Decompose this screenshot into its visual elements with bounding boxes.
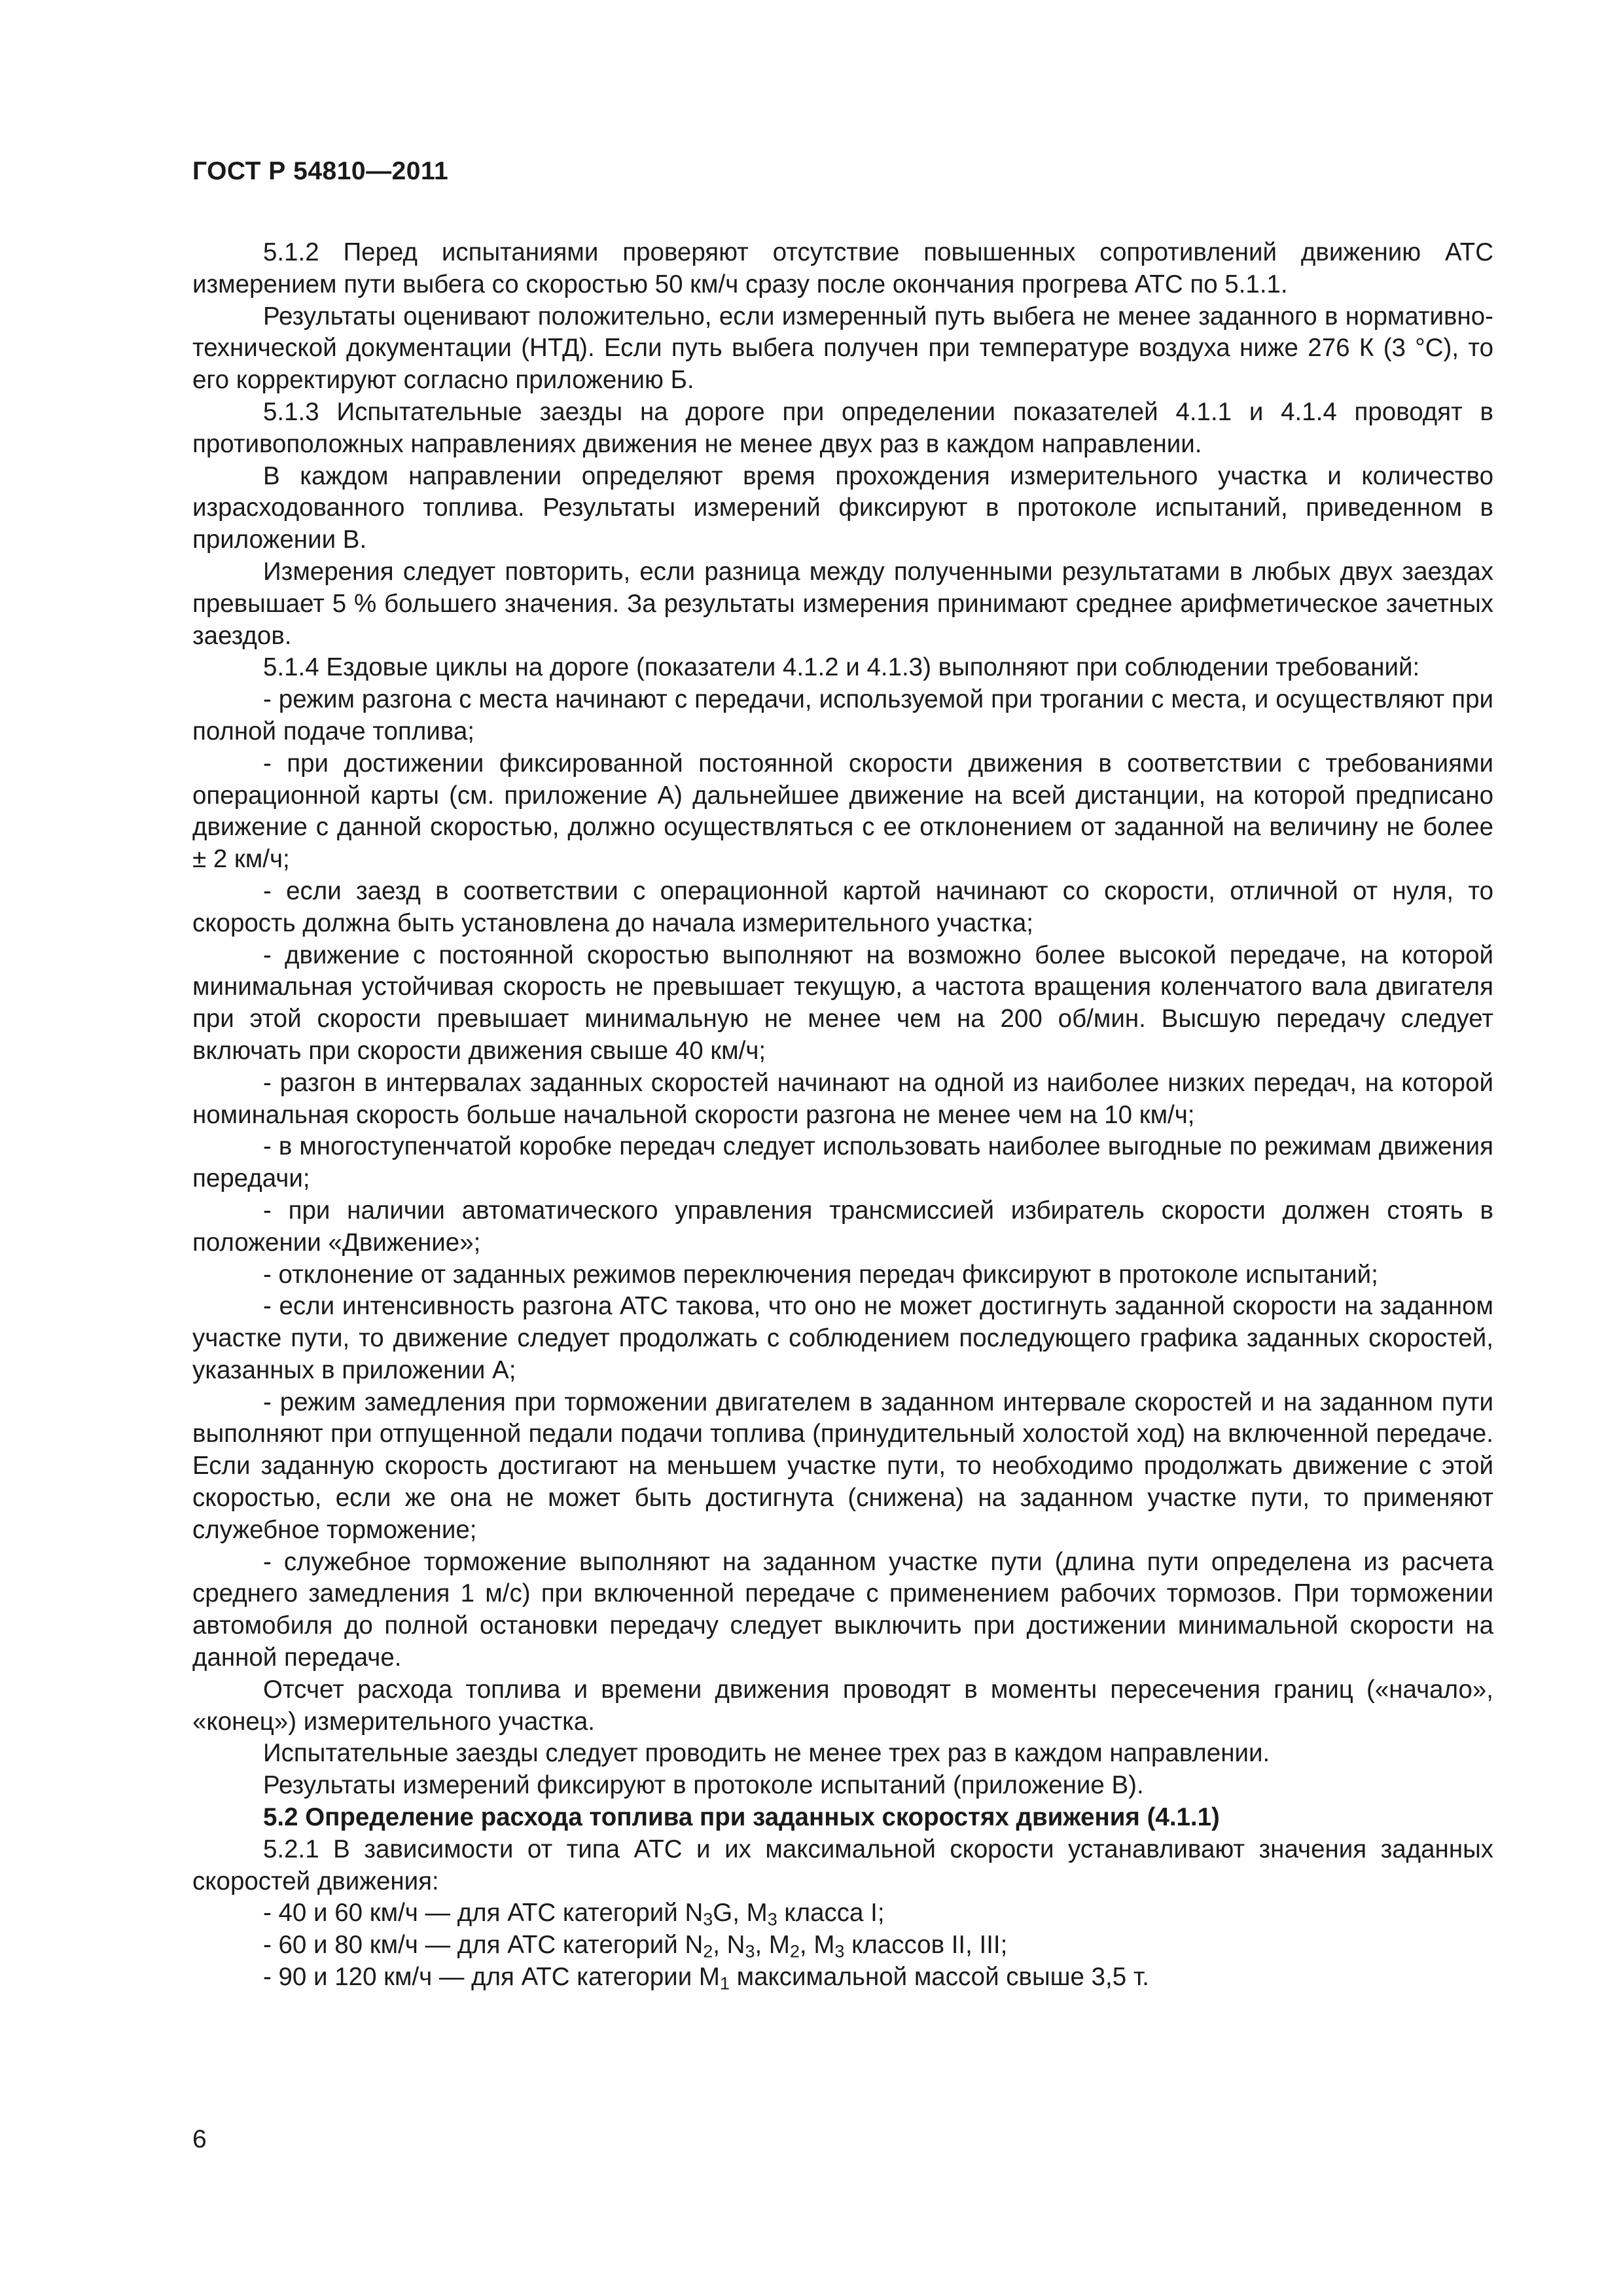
list-item-speeds-90-120: - 90 и 120 км/ч — для АТС категории $M_1$ максимальной массой свыше 3,5 т. (263, 1963, 1149, 1994)
paragraph-fuel-time-reading: Отсчет расхода топлива и времени движения проводят в моменты пересечения границ («начало», «конец») измерительного участка. (192, 1675, 1493, 1736)
list-item-shift-deviation: - отклонение от заданных режимов переключения передач фиксируют в протоколе испытаний; (263, 1260, 1378, 1289)
list-item-service-braking: - служебное торможение выполняют на заданном участке пути (длина пути определена из расчета среднего замедления 1 м/с) при включенной передаче с применением рабочих тормозов. При торможении автомобиля до полной остановки передачу следует выключить при достижении минимальной скорости на данной передаче. (192, 1547, 1493, 1672)
list-item-engine-braking: - режим замедления при торможении двигателем в заданном интервале скоростей и на заданном пути выполняют при отпущенной педали подачи топлива (принудительный холостой ход) на включенной передаче. Если заданную скорость достигают на меньшем участке пути, то необходимо продолжать движение с этой скоростью, если же она не может быть достигнута (снижена) на заданном участке пути, то применяют служебное торможение; (192, 1388, 1493, 1544)
paragraph-5-1-2: 5.1.2 Перед испытаниями проверяют отсутствие повышенных сопротивлений движению АТС измерением пути выбега со скоростью 50 км/ч сразу после окончания прогрева АТС по 5.1.1. (192, 238, 1493, 298)
list-item-highest-gear: - движение с постоянной скоростью выполняют на возможно более высокой передаче, на которой минимальная устойчивая скорость не превышает текущую, а частота вращения коленчатого вала двигателя при этой скорости превышает минимальную не менее чем на 200 об/мин. Высшую передачу следует включать при скорости движения свыше 40 км/ч; (192, 941, 1493, 1065)
list-item-automatic-transmission: - при наличии автоматического управления трансмиссией избиратель скорости должен стоять в положении «Движение»; (192, 1196, 1493, 1257)
section-5-2-heading: 5.2 Определение расхода топлива при заданных скоростях движения (4.1.1) (263, 1803, 1220, 1832)
paragraph-measurement-section: В каждом направлении определяют время прохождения измерительного участка и количество израсходованного топлива. Результаты измерений фиксируют в протоколе испытаний, приведенном в приложении В. (192, 461, 1493, 554)
standard-code-header: ГОСТ Р 54810—2011 (192, 157, 449, 185)
paragraph-coastdown-results: Результаты оценивают положительно, если измеренный путь выбега не менее заданного в нормативно-технической документации (НТД). Если путь выбега получен при температуре воздуха ниже 276 К (3 °С), то его корректируют согласно приложению Б. (192, 302, 1493, 395)
list-item-interval-acceleration: - разгон в интервалах заданных скоростей начинают на одной из наиболее низких передач, на которой номинальная скорость больше начальной скорости разгона не менее чем на 10 км/ч; (192, 1068, 1493, 1129)
list-item-multistage-gearbox: - в многоступенчатой коробке передач следует использовать наиболее выгодные по режимам движения передачи; (192, 1132, 1493, 1193)
document-body (192, 237, 1493, 1994)
paragraph-5-1-3: 5.1.3 Испытательные заезды на дороге при определении показателей 4.1.1 и 4.1.4 проводят в противоположных направлениях движения не менее двух раз в каждом направлении. (192, 397, 1493, 458)
list-item-nonzero-start: - если заезд в соответствии с операционной картой начинают со скорости, отличной от нуля, то скорость должна быть установлена до начала измерительного участка; (192, 876, 1493, 937)
paragraph-repeat-measurements: Измерения следует повторить, если разница между полученными результатами в любых двух заездах превышает 5 % большего значения. За результаты измерения принимают среднее арифметическое зачетных заездов. (192, 557, 1493, 650)
list-item-acceleration-start: - режим разгона с места начинают с передачи, используемой при трогании с места, и осуществляют при полной подаче топлива; (192, 685, 1493, 745)
list-item-speeds-40-60: - 40 и 60 км/ч — для АТС категорий $N_3G$, $M_3$ класса I; (263, 1899, 885, 1930)
list-item-insufficient-acceleration: - если интенсивность разгона АТС такова, что оно не может достигнуть заданной скорости на заданном участке пути, то движение следует продолжать с соблюдением последующего графика заданных скоростей, указанных в приложении А; (192, 1292, 1493, 1384)
page-number: 6 (192, 2125, 207, 2153)
paragraph-results-protocol: Результаты измерений фиксируют в протоколе испытаний (приложение В). (263, 1771, 1144, 1800)
paragraph-5-1-4: 5.1.4 Ездовые циклы на дороге (показатели 4.1.2 и 4.1.3) выполняют при соблюдении требований: (263, 653, 1420, 682)
list-item-constant-speed: - при достижении фиксированной постоянной скорости движения в соответствии с требованиями операционной карты (см. приложение А) дальнейшее движение на всей дистанции, на которой предписано движение с данной скоростью, должно осуществляться с ее отклонением от заданной на величину не более ± 2 км/ч; (192, 749, 1493, 874)
paragraph-5-2-1: 5.2.1 В зависимости от типа АТС и их максимальной скорости устанавливают значения заданных скоростей движения: (192, 1835, 1493, 1895)
paragraph-test-runs-count: Испытательные заезды следует проводить не менее трех раз в каждом направлении. (263, 1739, 1270, 1768)
list-item-speeds-60-80: - 60 и 80 км/ч — для АТС категорий $N_2$, $N_3$, $M_2$, $M_3$ классов II, III; (263, 1931, 1008, 1962)
